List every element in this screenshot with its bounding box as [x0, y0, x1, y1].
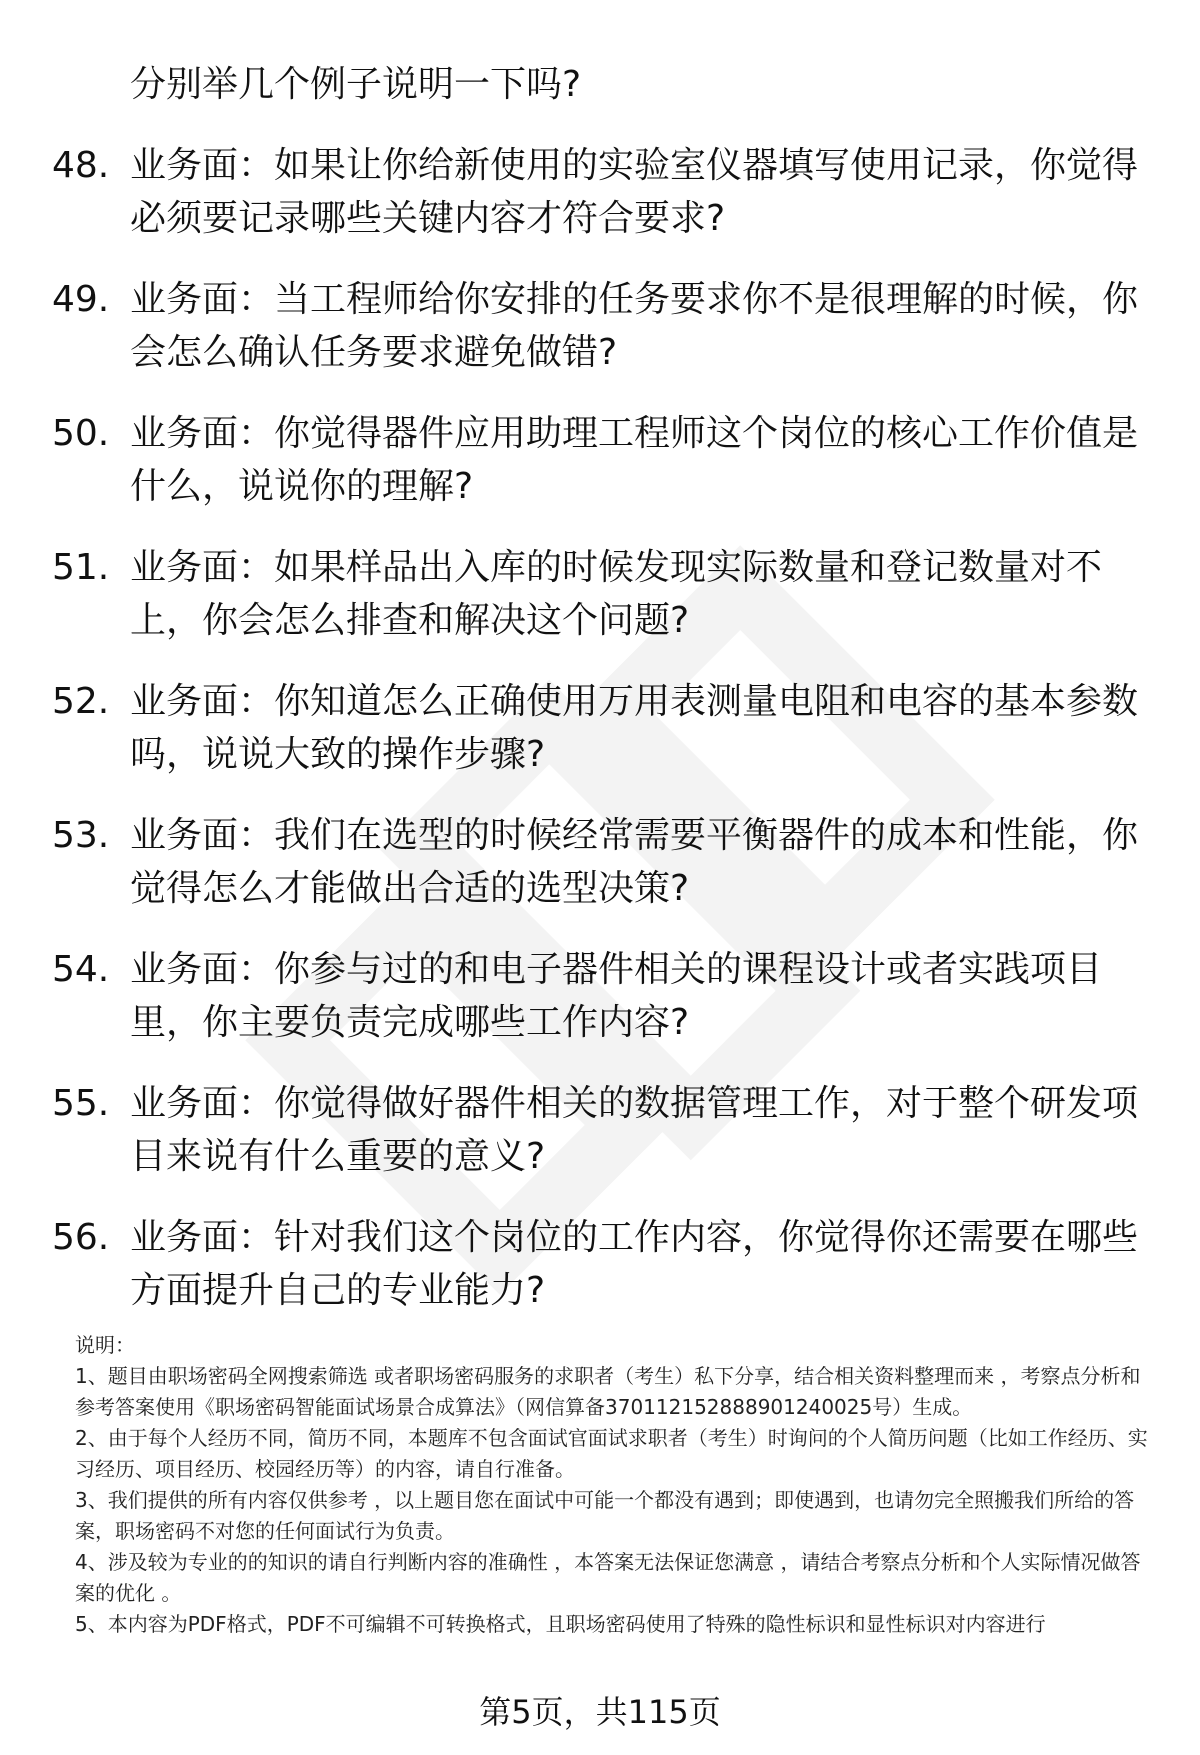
question-item	[52, 1077, 1152, 1183]
question-continuation	[52, 58, 1152, 111]
question-text: 业务面：如果让你给新使用的实验室仪器填写使用记录，你觉得必须要记录哪些关键内容才符合要求?	[130, 145, 1139, 239]
question-text: 业务面：你参与过的和电子器件相关的课程设计或者实践项目里，你主要负责完成哪些工作内容?	[130, 949, 1103, 1043]
notes-section	[75, 1330, 1155, 1640]
question-text: 业务面：你觉得器件应用助理工程师这个岗位的核心工作价值是什么，说说你的理解?	[130, 413, 1139, 507]
note-item: 5、本内容为PDF格式，PDF不可编辑不可转换格式，且职场密码使用了特殊的隐性标识和显性标识对内容进行	[75, 1612, 1046, 1636]
note-item: 1、题目由职场密码全网搜索筛选 或者职场密码服务的求职者（考生）私下分享，结合相关资料整理而来 ，考察点分析和参考答案使用《职场密码智能面试场景合成算法》（网信算备370112152888901240025号）生成。	[75, 1364, 1141, 1419]
notes-heading: 说明：	[75, 1333, 135, 1357]
note-item: 2、由于每个人经历不同，简历不同，本题库不包含面试官面试求职者（考生）时询问的个人简历问题（比如工作经历、实习经历、项目经历、校园经历等）的内容，请自行准备。	[75, 1426, 1148, 1481]
question-item	[52, 273, 1152, 379]
question-text: 业务面：针对我们这个岗位的工作内容，你觉得你还需要在哪些方面提升自己的专业能力?	[130, 1217, 1139, 1311]
question-text: 业务面：当工程师给你安排的任务要求你不是很理解的时候，你会怎么确认任务要求避免做错?	[130, 279, 1139, 373]
question-number: 54.	[52, 949, 110, 990]
question-text: 业务面：我们在选型的时候经常需要平衡器件的成本和性能，你觉得怎么才能做出合适的选型决策?	[130, 815, 1139, 909]
question-number: 49.	[52, 279, 110, 320]
question-list	[52, 58, 1152, 1317]
question-text: 业务面：你觉得做好器件相关的数据管理工作，对于整个研发项目来说有什么重要的意义?	[130, 1083, 1139, 1177]
note-item: 4、涉及较为专业的的知识的请自行判断内容的准确性 ，本答案无法保证您满意 ，请结合考察点分析和个人实际情况做答案的优化 。	[75, 1550, 1141, 1605]
question-number: 55.	[52, 1083, 110, 1124]
question-text: 业务面：如果样品出入库的时候发现实际数量和登记数量对不上，你会怎么排查和解决这个问题?	[130, 547, 1103, 641]
question-number: 53.	[52, 815, 110, 856]
question-item	[52, 675, 1152, 781]
question-continuation-text: 分别举几个例子说明一下吗?	[130, 64, 582, 105]
question-number: 48.	[52, 145, 110, 186]
question-item	[52, 1211, 1152, 1317]
question-item	[52, 809, 1152, 915]
question-number: 51.	[52, 547, 110, 588]
note-item: 3、我们提供的所有内容仅供参考 ，以上题目您在面试中可能一个都没有遇到；即使遇到，也请勿完全照搬我们所给的答案，职场密码不对您的任何面试行为负责。	[75, 1488, 1135, 1543]
question-item	[52, 943, 1152, 1049]
question-item	[52, 139, 1152, 245]
question-item	[52, 407, 1152, 513]
question-number-placeholder	[52, 58, 130, 111]
question-item	[52, 541, 1152, 647]
question-number: 52.	[52, 681, 110, 722]
question-text: 业务面：你知道怎么正确使用万用表测量电阻和电容的基本参数吗，说说大致的操作步骤?	[130, 681, 1139, 775]
question-number: 50.	[52, 413, 110, 454]
question-number: 56.	[52, 1217, 110, 1258]
page-number: 第5页，共115页	[479, 1693, 721, 1731]
